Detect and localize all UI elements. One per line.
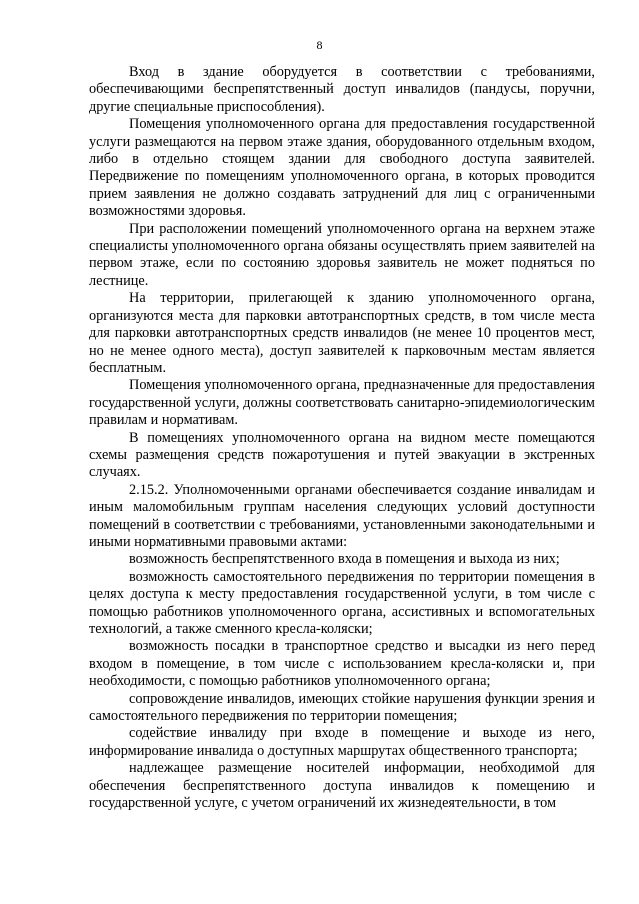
- body-text: [89, 64, 595, 812]
- paragraph: В помещениях уполномоченного органа на видном месте помещаются схемы размещения средств пожаротушения и путей эвакуации в экстренных случаях.: [89, 429, 595, 481]
- paragraph: Вход в здание оборудуется в соответствии с требованиями, обеспечивающими беспрепятственный доступ инвалидов (пандусы, поручни, другие специальные приспособления).: [89, 64, 595, 115]
- paragraph: возможность самостоятельного передвижения по территории помещения в целях доступа к месту предоставления государственной услуги, в том числе с помощью работников уполномоченного органа, ассистивных и вспомогательных технологий, а также сменного кресла-коляски;: [89, 568, 595, 637]
- paragraph: возможность посадки в транспортное средство и высадки из него перед входом в помещение, в том числе с использованием кресла-коляски и, при необходимости, с помощью работников уполномоченного органа;: [89, 638, 595, 690]
- paragraph: сопровождение инвалидов, имеющих стойкие нарушения функции зрения и самостоятельного передвижения по территории помещения;: [89, 690, 595, 725]
- paragraph: Помещения уполномоченного органа для предоставления государственной услуги размещаются на первом этаже здания, оборудованного отдельным входом, либо в отдельно стоящем здании для свободного доступа заявителей. Передвижение по помещениям уполномоченного органа, в которых проводится прием заявления не должно создавать затруднений для лиц с ограниченными возможностями здоровья.: [89, 116, 595, 220]
- paragraph: содействие инвалиду при входе в помещение и выходе из него, информирование инвалида о доступных маршрутах общественного транспорта;: [89, 725, 595, 759]
- paragraph: надлежащее размещение носителей информации, необходимой для обеспечения беспрепятственного доступа инвалидов к помещению и государственной услуге, с учетом ограничений их жизнедеятельности, в том: [89, 760, 595, 812]
- paragraph: На территории, прилегающей к зданию уполномоченного органа, организуются места для парковки автотранспортных средств, в том числе места для парковки автотранспортных средств инвалидов (не менее 10 процентов мест, но не менее одного места), доступ заявителей к парковочным местам является бесплатным.: [89, 290, 595, 376]
- paragraph: возможность беспрепятственного входа в помещения и выхода из них;: [129, 551, 560, 568]
- paragraph: 2.15.2. Уполномоченными органами обеспечивается создание инвалидам и иным маломобильным группам населения следующих условий доступности помещений в соответствии с требованиями, установленными законодательными и иными нормативными правовыми актами:: [89, 481, 595, 550]
- paragraph: Помещения уполномоченного органа, предназначенные для предоставления государственной услуги, должны соответствовать санитарно-эпидемиологическим правилам и нормативам.: [89, 377, 595, 429]
- paragraph: При расположении помещений уполномоченного органа на верхнем этаже специалисты уполномоченного органа обязаны осуществлять прием заявителей на первом этаже, если по состоянию здоровья заявитель не может подняться по лестнице.: [89, 220, 595, 289]
- page-number: 8: [316, 38, 323, 52]
